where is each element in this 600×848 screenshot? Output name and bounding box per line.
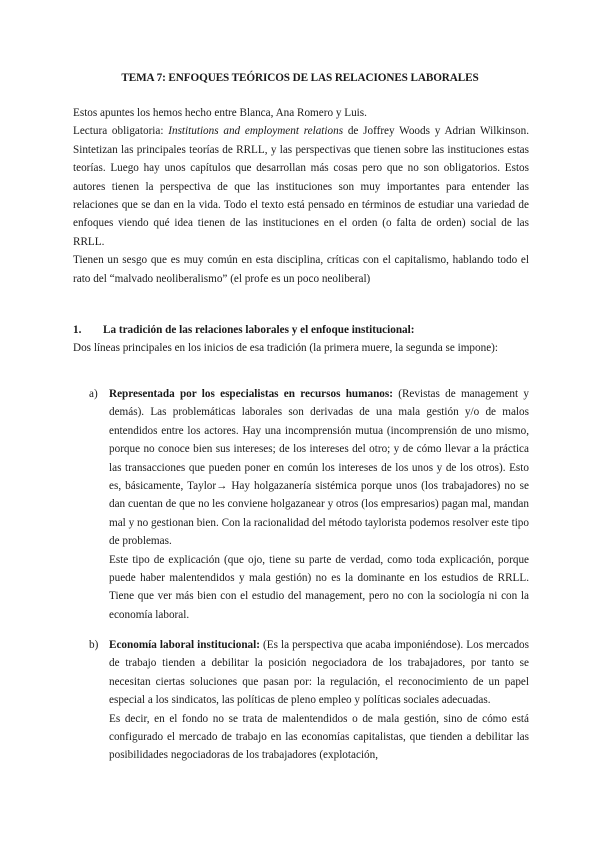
list-item-a-text: (Revistas de management y demás). Las problemáticas laborales son derivadas de una mala gestión y/o de malos entendidos entre los actores. Hay una incomprensión mutua (incomprensión de uno mismo, porque no conoce bien sus intereses; de los intereses del otro; y de cómo llevar a la práctica las transacciones que pueden poner en común los intereses de los unos y de los otros). Esto es, básicamente, Taylor→ Hay holgazanería sistémica porque unos (los trabajadores) no se dan cuentan de que no les conviene holgazanear y otros (los empresarios) pagan mal, mandan mal y no gestionan bien. Con la racionalidad del método taylorista podemos resolver este tipo de problemas. bbox=[109, 388, 529, 548]
list-marker-a: a) bbox=[89, 388, 98, 400]
intro-reading-paragraph bbox=[73, 122, 529, 251]
list-item-a-lead: Representada por los especialistas en recursos humanos: bbox=[109, 388, 393, 400]
section-1-intro: Dos líneas principales en los inicios de esa tradición (la primera muere, la segunda se impone): bbox=[73, 342, 498, 354]
document-title: TEMA 7: ENFOQUES TEÓRICOS DE LAS RELACIONES LABORALES bbox=[121, 72, 479, 84]
list-item-a-paragraph-2: Este tipo de explicación (que ojo, tiene su parte de verdad, como toda explicación, porque puede haber malentendidos y mala gestión) no es la dominante en los estudios de RRLL. Tiene que ver más bien con el estudio del management, pero no con la sociología ni con la economía laboral. bbox=[109, 553, 529, 621]
intro-block bbox=[73, 104, 529, 288]
section-1-title: La tradición de las relaciones laborales y el enfoque institucional: bbox=[103, 324, 415, 336]
list-marker-b: b) bbox=[89, 639, 99, 651]
list-item-b-paragraph-1 bbox=[109, 636, 529, 710]
intro-authors-paragraph: Estos apuntes los hemos hecho entre Blanca, Ana Romero y Luis. bbox=[73, 107, 367, 119]
list-item-b-lead: Economía laboral institucional: bbox=[109, 639, 260, 651]
list-item-b bbox=[91, 636, 529, 765]
list-item-a-paragraph-1 bbox=[109, 385, 529, 551]
reading-description: de Joffrey Woods y Adrian Wilkinson. Sintetizan las principales teorías de RRLL, y las perspectivas que tienen sobre las instituciones estas teorías. Luego hay unos capítulos que desarrollan más cosas pero que no son obligatorios. Estos autores tienen la perspectiva de que las instituciones son muy importantes para entender las relaciones que se dan en la vida. Todo el texto está pensado en términos de estudiar una variedad de enfoques viendo qué idea tienen de las instituciones en el orden (o falta de orden) social de las RRLL. bbox=[73, 125, 530, 248]
list-item-b-paragraph-2: Es decir, en el fondo no se trata de malentendidos o de mala gestión, sino de cómo está configurado el mercado de trabajo en las economías capitalistas, que tienden a debilitar las posibilidades negociadoras de los trabajadores (explotación, bbox=[109, 712, 529, 762]
reading-prefix: Lectura obligatoria: bbox=[73, 125, 169, 138]
section-1-heading bbox=[73, 321, 529, 339]
reading-book-title: Institutions and employment relations bbox=[168, 125, 344, 138]
list-item-b-text: (Es la perspectiva que acaba imponiéndose). Los mercados de trabajo tienden a debilitar la posición negociadora de los trabajadores, por tanto se necesitan ciertas soluciones que pasan por: la regulación, el reconocimiento de un papel especial a los sindicatos, las políticas de pleno empleo y políticas sociales adecuadas. bbox=[109, 639, 529, 707]
intro-bias-paragraph: Tienen un sesgo que es muy común en esta disciplina, críticas con el capitalismo, hablando todo el rato del “malvado neoliberalismo” (el profe es un poco neoliberal) bbox=[73, 254, 529, 285]
list-item-b-body bbox=[109, 636, 529, 765]
list-item-a-body bbox=[109, 385, 529, 624]
section-1-number: 1. bbox=[73, 324, 82, 336]
list-item-a bbox=[91, 385, 529, 624]
